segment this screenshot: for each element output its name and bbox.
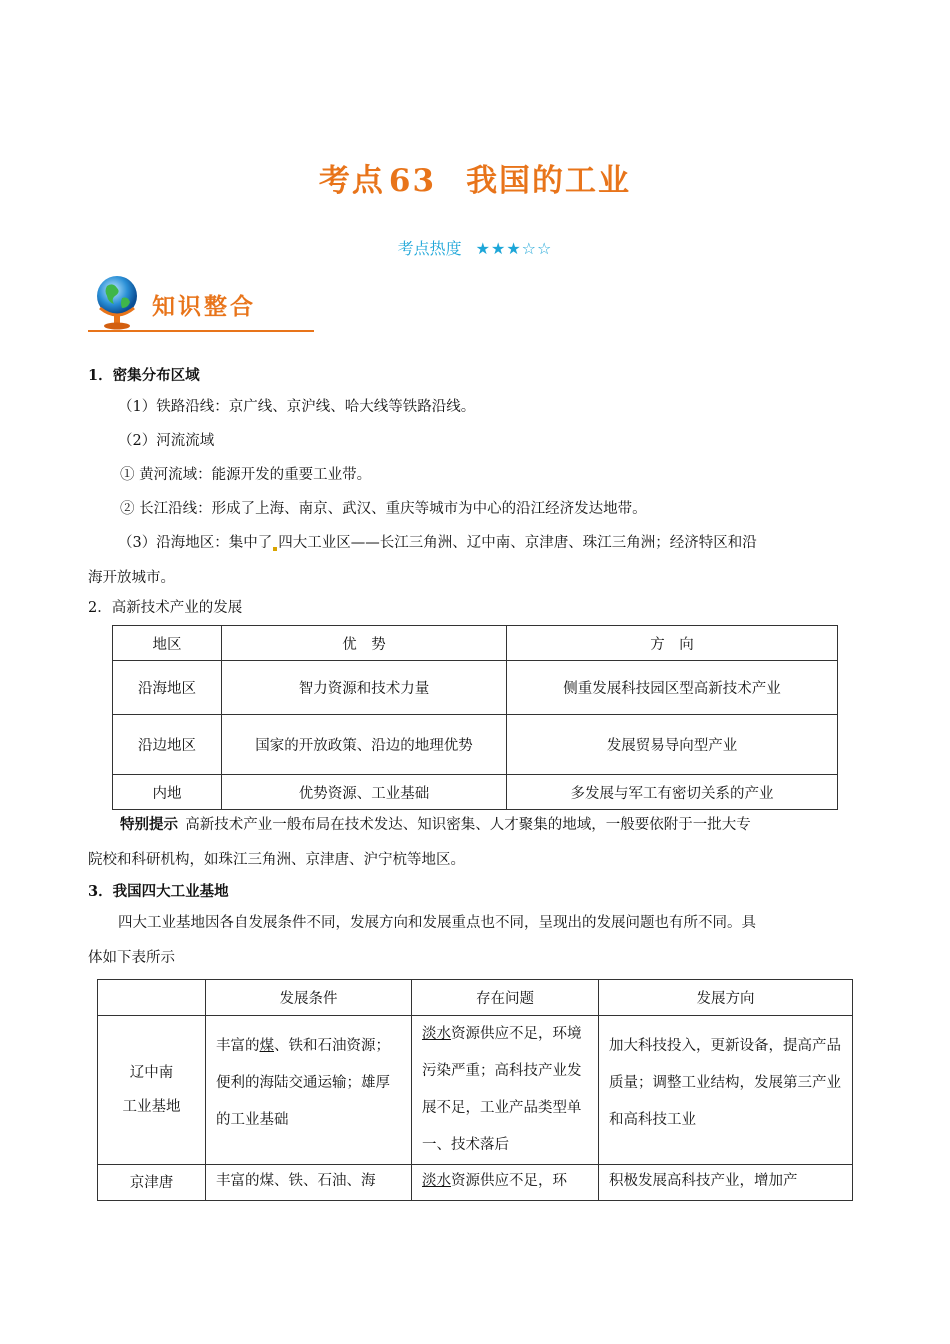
- section1-p4: ② 长江沿线：形成了上海、南京、武汉、重庆等城市为中心的沿江经济发达地带。: [120, 501, 647, 517]
- tip-label: 特别提示: [120, 816, 178, 833]
- tip-line2: 院校和科研机构，如珠江三角洲、京津唐、沪宁杭等地区。: [88, 852, 465, 868]
- base-name-cell: 京津唐: [98, 1165, 206, 1201]
- table-header-row: [113, 626, 838, 661]
- table-header-cell: 优 势: [222, 626, 507, 661]
- problem-cell: 淡水资源供应不足，环: [412, 1165, 599, 1201]
- section1-heading: 1．密集分布区域: [88, 367, 200, 384]
- table-row: 内地 优势资源、工业基础 多发展与军工有密切关系的产业: [113, 775, 838, 810]
- section1-p5-cont: 海开放城市。: [88, 570, 175, 586]
- mark-dot: [273, 547, 277, 551]
- title-main: 我国的工业: [466, 163, 632, 199]
- condition-cell: 丰富的煤、铁和石油资源；便利的海陆交通运输；雄厚的工业基础: [206, 1016, 412, 1165]
- table-header-cell: 发展条件: [206, 980, 412, 1016]
- banner-underline: [88, 330, 314, 332]
- industrial-bases-table: [97, 979, 853, 1201]
- section3-heading: 3．我国四大工业基地: [88, 883, 229, 900]
- banner-text: 知识整合: [152, 294, 256, 320]
- table-row: [98, 1016, 853, 1165]
- table-header-cell: 方 向: [507, 626, 838, 661]
- section3-intro1: 四大工业基地因各自发展条件不同，发展方向和发展重点也不同，呈现出的发展问题也有所不同。具: [118, 915, 756, 931]
- hightech-table: [112, 625, 838, 810]
- section1-p1: （1）铁路沿线：京广线、京沪线、哈大线等铁路沿线。: [118, 399, 476, 415]
- table-header-cell: 地区: [113, 626, 222, 661]
- table-row: [98, 1165, 853, 1201]
- globe-icon: [92, 272, 142, 332]
- table-header-cell: 发展方向: [599, 980, 853, 1016]
- section2-heading: 2．高新技术产业的发展: [88, 600, 243, 616]
- base-name-cell: 辽中南 工业基地: [98, 1016, 206, 1165]
- title-prefix: 考点: [318, 163, 385, 199]
- direction-cell: 加大科技投入，更新设备，提高产品质量；调整工业结构，发展第三产业和高科技工业: [599, 1016, 853, 1165]
- direction-cell: 积极发展高科技产业，增加产: [599, 1165, 853, 1201]
- table-row: 沿边地区 国家的开放政策、沿边的地理优势 发展贸易导向型产业: [113, 715, 838, 775]
- table-header-cell: [98, 980, 206, 1016]
- table-header-row: [98, 980, 853, 1016]
- table-row: 沿海地区 智力资源和技术力量 侧重发展科技园区型高新技术产业: [113, 661, 838, 715]
- page-title: [0, 155, 950, 200]
- title-number: 63: [388, 163, 437, 199]
- section3-intro2: 体如下表所示: [88, 950, 175, 966]
- problem-cell: 淡水资源供应不足，环境污染严重；高科技产业发展不足，工业产品类型单一、技术落后: [412, 1016, 599, 1165]
- section-banner: [86, 270, 316, 336]
- section1-p2: （2）河流流域: [118, 433, 215, 449]
- section1-p3: ① 黄河流域：能源开发的重要工业带。: [120, 467, 372, 483]
- heat-label: 考点热度: [397, 239, 462, 258]
- condition-cell: 丰富的煤、铁、石油、海: [206, 1165, 412, 1201]
- star-rating-icon: ★★★☆☆: [475, 239, 553, 258]
- heat-rating: [0, 236, 950, 259]
- section1-p5: （3）沿海地区：集中了 四大工业区——长江三角洲、辽中南、京津唐、珠江三角洲；经济特区和沿: [118, 535, 757, 551]
- tip-line1: 特别提示 高新技术产业一般布局在技术发达、知识密集、人才聚集的地域，一般要依附于一批大专: [120, 816, 751, 833]
- table-header-cell: 存在问题: [412, 980, 599, 1016]
